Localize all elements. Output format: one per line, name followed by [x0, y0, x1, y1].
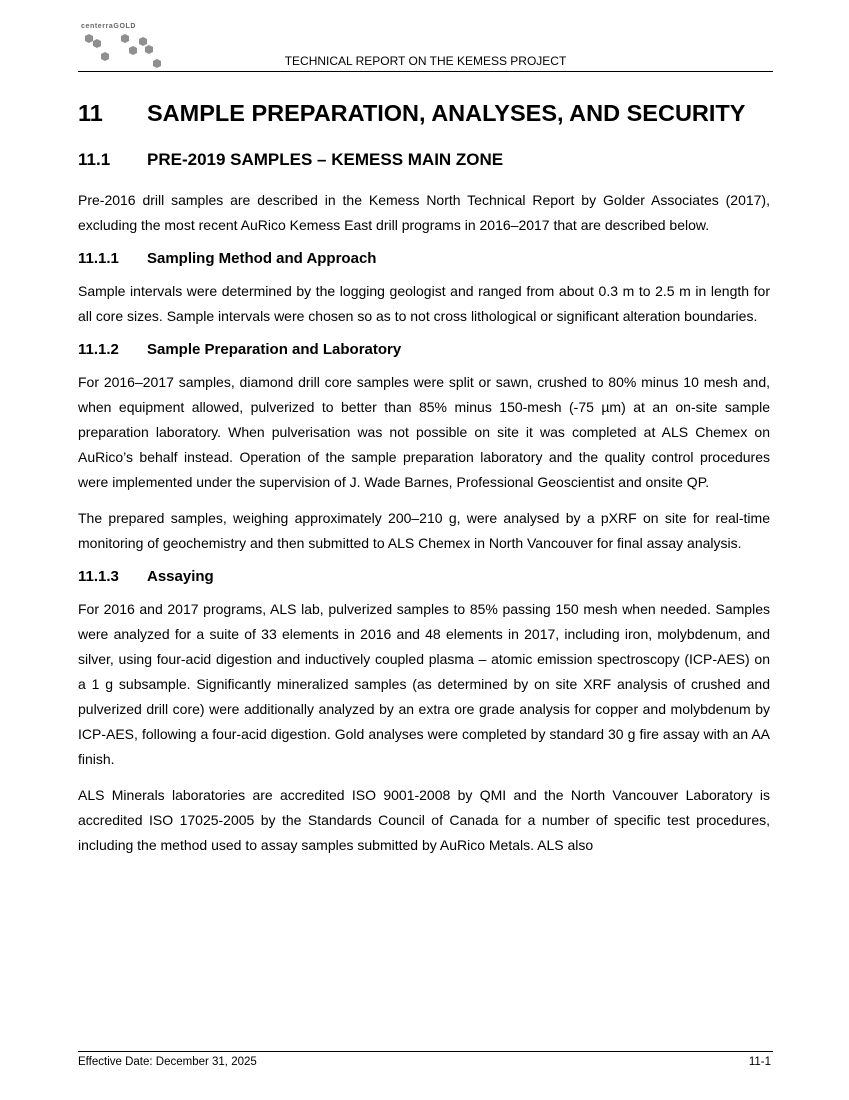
page-header: [78, 18, 773, 72]
heading-title: Sample Preparation and Laboratory: [147, 341, 402, 358]
effective-date: Effective Date: December 31, 2025: [78, 1056, 257, 1068]
logo-text: centerraGOLD: [81, 23, 137, 30]
heading-11-1-2: [78, 340, 770, 360]
heading-11-1-1: [78, 249, 770, 269]
paragraph: The prepared samples, weighing approximately 200–210 g, were analysed by a pXRF on site for real-time monitoring of geochemistry and then submitted to ALS Chemex in North Vancouver for final assay analysis.: [78, 510, 770, 551]
section-heading: [78, 99, 770, 128]
subsection-number: 11.1: [78, 150, 111, 169]
paragraph: For 2016–2017 samples, diamond drill core samples were split or sawn, crushed to 80% minus 10 mesh and, when equipment allowed, pulverized to better than 85% minus 150-mesh (-75 µm) at an on-site sample preparation laboratory. When pulverisation was not possible on site it was completed at ALS Chemex on AuRico’s behalf instead. Operation of the sample preparation laboratory and the quality control procedures were implemented under the supervision of J. Wade Barnes, Professional Geoscientist and onsite QP.: [78, 374, 770, 490]
page-footer: [78, 1051, 773, 1072]
heading-number: 11.1.3: [78, 568, 119, 585]
heading-11-1-3: [78, 567, 770, 587]
page-number: 11-1: [748, 1056, 771, 1068]
paragraph: For 2016 and 2017 programs, ALS lab, pulverized samples to 85% passing 150 mesh when needed. Samples were analyzed for a suite of 33 elements in 2016 and 48 elements in 2017, including iron, molybdenum, and silver, using four-acid digestion and inductively coupled plasma – atomic emission spectroscopy (ICP-AES) on a 1 g subsample. Significantly mineralized samples (as determined by on site XRF analysis of crushed and pulverized drill core) were additionally analyzed by an extra ore grade analysis for copper and molybdenum by ICP-AES, following a four-acid digestion. Gold analyses were completed by standard 30 g fire assay with an AA finish.: [78, 601, 770, 767]
report-title: TECHNICAL REPORT ON THE KEMESS PROJECT: [284, 54, 567, 68]
heading-title: Sampling Method and Approach: [147, 250, 377, 267]
heading-number: 11.1.1: [78, 250, 119, 267]
heading-title: Assaying: [147, 568, 214, 585]
section-number: 11: [78, 100, 103, 126]
subsection-intro-paragraph: Pre-2016 drill samples are described in the Kemess North Technical Report by Golder Associates (2017), excluding the most recent AuRico Kemess East drill programs in 2016–2017 that are described below.: [78, 192, 770, 233]
heading-number: 11.1.2: [78, 341, 119, 358]
paragraph: ALS Minerals laboratories are accredited ISO 9001-2008 by QMI and the North Vancouver Laboratory is accredited ISO 17025-2005 by the Standards Council of Canada for a number of specific test procedures, including the method used to assay samples submitted by AuRico Metals. ALS also: [78, 787, 770, 853]
subsection-heading: [78, 149, 770, 171]
paragraph: Sample intervals were determined by the logging geologist and ranged from about 0.3 m to 2.5 m in length for all core sizes. Sample intervals were chosen so as to not cross lithological or significant alteration boundaries.: [78, 283, 770, 324]
section-title: SAMPLE PREPARATION, ANALYSES, AND SECURITY: [147, 100, 746, 126]
page-content: [78, 99, 770, 869]
subsection-title: PRE-2019 SAMPLES – KEMESS MAIN ZONE: [147, 150, 504, 169]
